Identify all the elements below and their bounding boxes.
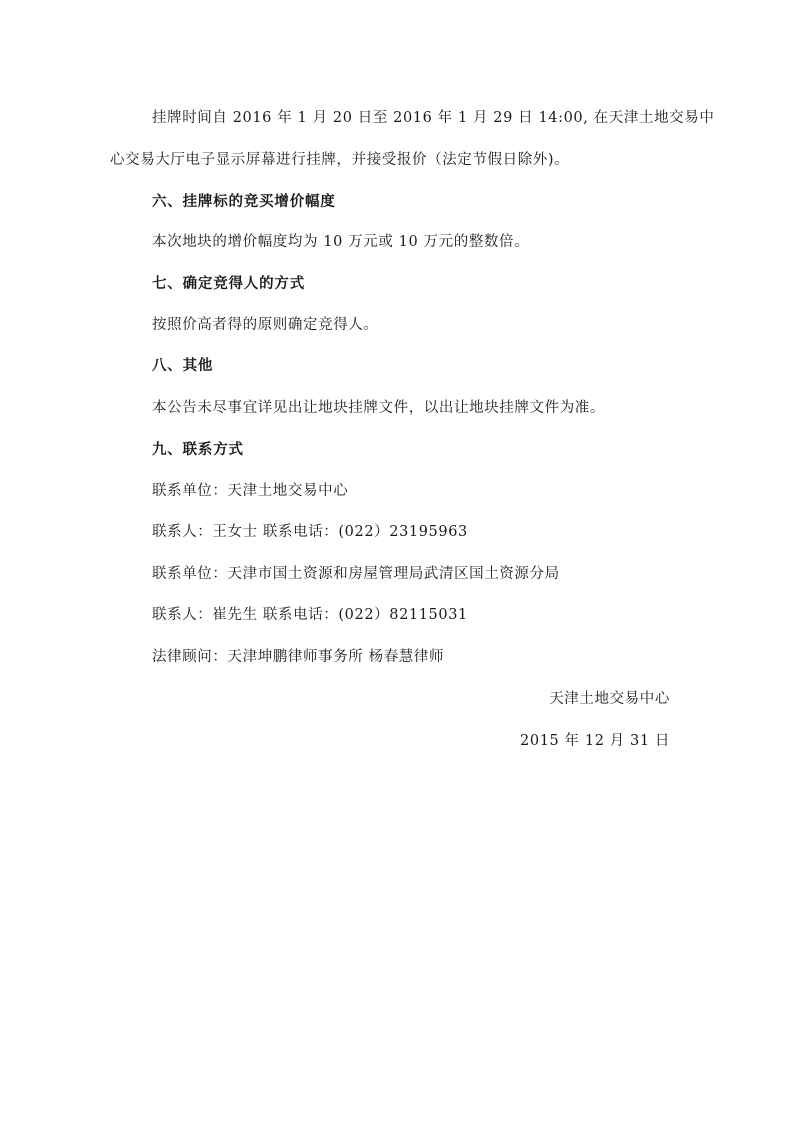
contact-person-1: 联系人：王女士 联系电话：(022）23195963 — [152, 524, 468, 540]
contact-person-2: 联系人：崔先生 联系电话：(022）82115031 — [152, 607, 468, 623]
section-8-heading: 八、其他 — [152, 357, 214, 374]
section-7-body: 按照价高者得的原则确定竞得人。 — [152, 317, 379, 333]
listing-time-line-1: 挂牌时间自 2016 年 1 月 20 日至 2016 年 1 月 29 日 14:00, 在天津土地交易中 — [152, 110, 715, 126]
section-6-heading: 六、挂牌标的竞买增价幅度 — [152, 193, 336, 210]
signature-date: 2015 年 12 月 31 日 — [520, 733, 670, 749]
section-8-body: 本公告未尽事宜详见出让地块挂牌文件，以出让地块挂牌文件为准。 — [152, 400, 605, 416]
contact-org-1: 联系单位：天津土地交易中心 — [152, 483, 349, 499]
legal-counsel: 法律顾问：天津坤鹏律师事务所 杨春慧律师 — [152, 649, 445, 665]
section-7-heading: 七、确定竞得人的方式 — [152, 275, 305, 292]
section-6-body: 本次地块的增价幅度均为 10 万元或 10 万元的整数倍。 — [152, 234, 530, 250]
section-9-heading: 九、联系方式 — [152, 441, 244, 458]
contact-org-2: 联系单位：天津市国土资源和房屋管理局武清区国土资源分局 — [152, 566, 560, 582]
listing-time-line-2: 心交易大厅电子显示屏幕进行挂牌，并接受报价（法定节假日除外)。 — [110, 152, 570, 168]
signature-org: 天津土地交易中心 — [549, 691, 670, 707]
